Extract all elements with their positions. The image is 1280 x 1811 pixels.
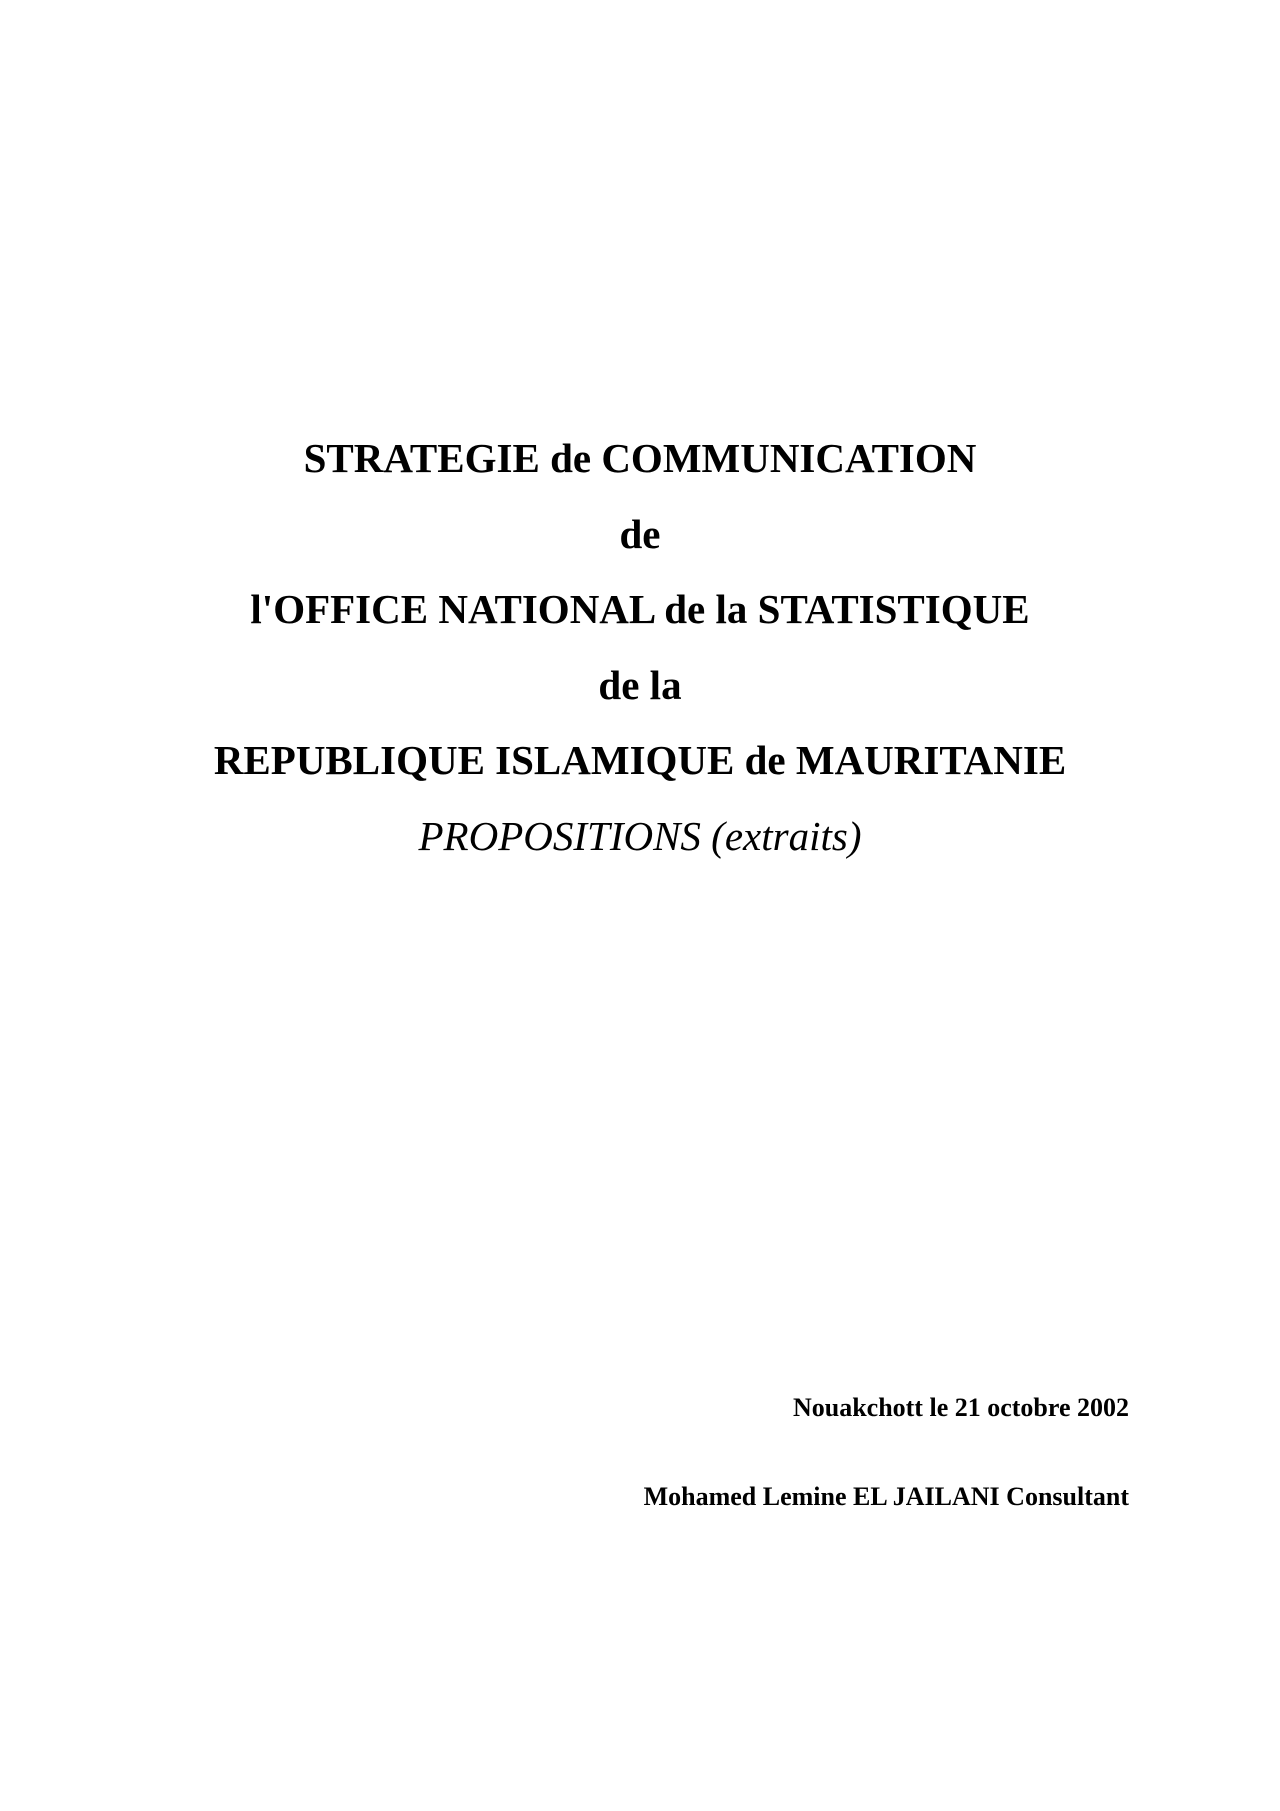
document-subtitle: PROPOSITIONS (extraits) xyxy=(418,813,862,859)
title-line-4: de la xyxy=(598,662,682,708)
title-line-5: REPUBLIQUE ISLAMIQUE de MAURITANIE xyxy=(213,737,1067,783)
title-line-3: l'OFFICE NATIONAL de la STATISTIQUE xyxy=(250,586,1030,632)
author-line: Mohamed Lemine EL JAILANI Consultant xyxy=(643,1482,1129,1511)
place-date: Nouakchott le 21 octobre 2002 xyxy=(792,1393,1129,1422)
title-line-1: STRATEGIE de COMMUNICATION xyxy=(303,435,977,481)
title-line-2: de xyxy=(619,511,661,557)
